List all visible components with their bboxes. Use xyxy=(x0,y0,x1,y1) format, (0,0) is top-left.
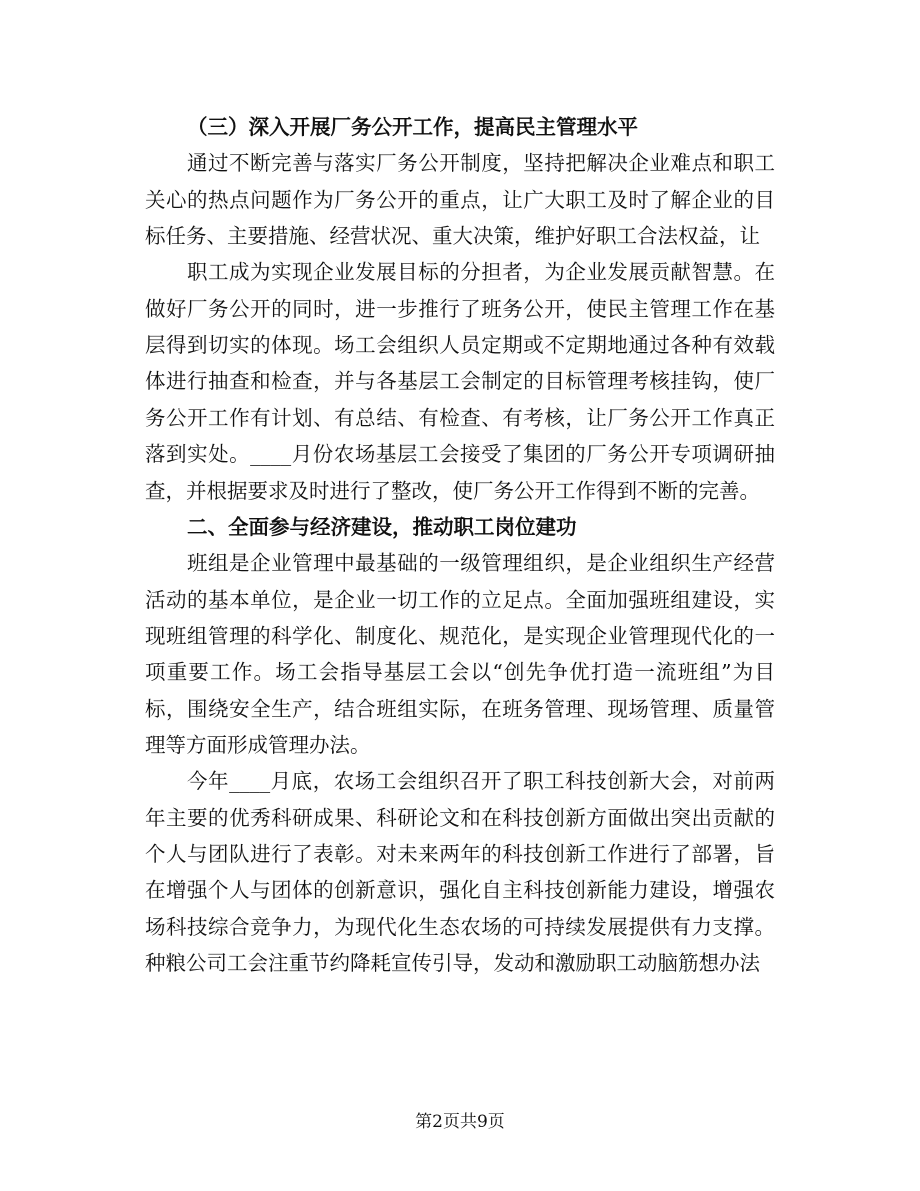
paragraph-line: 在增强个人与团体的创新意识，强化自主科技创新能力建设，增强农 xyxy=(145,878,775,903)
paragraph-line: 种粮公司工会注重节约降耗宣传引导，发动和激励职工动脑筋想办法 xyxy=(145,951,760,976)
paragraph-line: 班组是企业管理中最基础的一级管理组织，是企业组织生产经营 xyxy=(187,551,775,576)
paragraph-line: 理等方面形成管理办法。 xyxy=(145,732,371,757)
paragraph-line: 个人与团队进行了表彰。对未来两年的科技创新工作进行了部署，旨 xyxy=(145,842,775,866)
paragraph-line: 标，围绕安全生产，结合班组实际，在班务管理、现场管理、质量管 xyxy=(145,696,775,721)
paragraph-line: 今年____月底，农场工会组织召开了职工科技创新大会，对前两 xyxy=(187,769,775,794)
paragraph-line: 务公开工作有计划、有总结、有检查、有考核，让厂务公开工作真正 xyxy=(145,405,775,430)
paragraph-line: 职工成为实现企业发展目标的分担者，为企业发展贡献智慧。在 xyxy=(187,260,775,285)
paragraph-line: 项重要工作。场工会指导基层工会以“创先争优打造一流班组”为目 xyxy=(145,660,775,685)
paragraph-line: 年主要的优秀科研成果、科研论文和在科技创新方面做出突出贡献的 xyxy=(145,805,775,830)
paragraph-line: 层得到切实的体现。场工会组织人员定期或不定期地通过各种有效载 xyxy=(145,333,775,358)
paragraph-line: 做好厂务公开的同时，进一步推行了班务公开，使民主管理工作在基 xyxy=(145,296,775,321)
page-number: 第2页共9页 xyxy=(415,1112,505,1132)
paragraph-line: 落到实处。____月份农场基层工会接受了集团的厂务公开专项调研抽 xyxy=(145,442,775,467)
paragraph-line: 活动的基本单位，是企业一切工作的立足点。全面加强班组建设，实 xyxy=(145,587,775,612)
section-heading: 二、全面参与经济建设，推动职工岗位建功 xyxy=(187,514,577,539)
paragraph-line: 关心的热点问题作为厂务公开的重点，让广大职工及时了解企业的目 xyxy=(145,187,775,212)
section-heading: （三）深入开展厂务公开工作，提高民主管理水平 xyxy=(187,115,638,139)
paragraph-line: 标任务、主要措施、经营状况、重大决策，维护好职工合法权益，让 xyxy=(145,224,760,249)
paragraph-line: 通过不断完善与落实厂务公开制度，坚持把解决企业难点和职工 xyxy=(187,151,775,176)
paragraph-line: 体进行抽查和检查，并与各基层工会制定的目标管理考核挂钩，使厂 xyxy=(145,369,775,394)
paragraph-line: 现班组管理的科学化、制度化、规范化，是实现企业管理现代化的一 xyxy=(145,623,775,648)
paragraph-line: 场科技综合竞争力，为现代化生态农场的可持续发展提供有力支撑。 xyxy=(145,914,775,939)
paragraph-line: 查，并根据要求及时进行了整改，使厂务公开工作得到不断的完善。 xyxy=(145,478,760,503)
